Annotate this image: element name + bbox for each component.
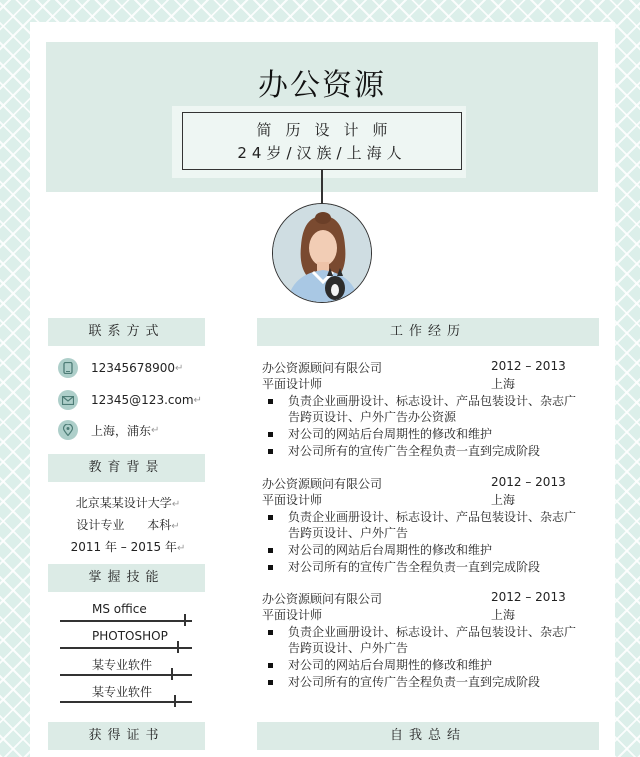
phone-icon xyxy=(58,358,78,378)
education-period: 2011 年 – 2015 年↵ xyxy=(70,540,186,554)
mail-icon xyxy=(58,390,78,410)
job-company: 办公资源顾问有限公司 xyxy=(262,361,383,375)
job-city: 上海 xyxy=(491,608,516,622)
contact-phone-row: 12345678900 ↵ xyxy=(58,357,183,379)
job-entry xyxy=(262,359,602,460)
contact-location-row: 上海，浦东 ↵ xyxy=(58,419,159,441)
job-duty: 对公司所有的宣传广告全程负责一直到完成阶段 xyxy=(262,559,582,575)
skill-bar xyxy=(60,620,192,622)
job-duties xyxy=(262,624,602,690)
job-position: 平面设计师 xyxy=(262,608,323,622)
summary-section-title: 自我总结 xyxy=(257,722,599,750)
education-section-title: 教育背景 xyxy=(48,454,205,482)
job-position: 平面设计师 xyxy=(262,377,323,391)
photo-connector-line xyxy=(321,170,323,204)
job-duty: 对公司的网站后台周期性的修改和维护 xyxy=(262,426,582,442)
job-title: 简历设计师 xyxy=(256,121,402,139)
job-duty: 对公司的网站后台周期性的修改和维护 xyxy=(262,542,582,558)
skill-level-marker xyxy=(171,668,173,680)
skill-item xyxy=(60,629,192,657)
skill-name: MS office xyxy=(92,602,147,616)
job-duties xyxy=(262,509,602,575)
skill-item xyxy=(60,602,192,630)
skill-level-marker xyxy=(177,641,179,653)
skill-level-marker xyxy=(184,614,186,626)
contact-location: 上海，浦东 xyxy=(91,423,152,438)
job-period: 2012 – 2013 xyxy=(491,475,566,489)
job-period: 2012 – 2013 xyxy=(491,359,566,373)
skill-name: 某专业软件 xyxy=(92,658,153,672)
certificates-section-title: 获得证书 xyxy=(48,722,205,750)
contact-email: 12345@123.com xyxy=(91,393,194,407)
skill-name: 某专业软件 xyxy=(92,685,153,699)
job-duty: 负责企业画册设计、标志设计、产品包装设计、杂志广告跨页设计、户外广告 xyxy=(262,509,582,541)
subtitle-box xyxy=(182,112,462,170)
personal-info: 24岁/汉族/上海人 xyxy=(237,144,407,162)
candidate-name: 办公资源 xyxy=(258,68,386,103)
skill-bar xyxy=(60,701,192,703)
job-duty: 对公司的网站后台周期性的修改和维护 xyxy=(262,657,582,673)
profile-photo xyxy=(272,203,372,303)
skills-section-title: 掌握技能 xyxy=(48,564,205,592)
job-entry xyxy=(262,475,602,576)
contact-phone: 12345678900 xyxy=(91,361,175,375)
job-city: 上海 xyxy=(491,493,516,507)
job-city: 上海 xyxy=(491,377,516,391)
job-company: 办公资源顾问有限公司 xyxy=(262,592,383,606)
work-section-title: 工作经历 xyxy=(257,318,599,346)
job-period: 2012 – 2013 xyxy=(491,590,566,604)
job-duties xyxy=(262,393,602,459)
education-school: 北京某某设计大学↵ xyxy=(75,496,181,510)
skill-name: PHOTOSHOP xyxy=(92,629,168,643)
job-duty: 对公司所有的宣传广告全程负责一直到完成阶段 xyxy=(262,674,582,690)
skill-item xyxy=(60,656,192,684)
contact-email-row: 12345@123.com ↵ xyxy=(58,389,202,411)
contact-section-title: 联系方式 xyxy=(48,318,205,346)
portrait-illustration xyxy=(273,204,372,303)
job-company: 办公资源顾问有限公司 xyxy=(262,477,383,491)
job-entry xyxy=(262,590,602,691)
skill-level-marker xyxy=(174,695,176,707)
education-major-degree: 设计专业 本科↵ xyxy=(76,518,180,532)
job-duty: 负责企业画册设计、标志设计、产品包装设计、杂志广告跨页设计、户外广告 xyxy=(262,624,582,656)
job-duty: 对公司所有的宣传广告全程负责一直到完成阶段 xyxy=(262,443,582,459)
job-duty: 负责企业画册设计、标志设计、产品包装设计、杂志广告跨页设计、户外广告办公资源 xyxy=(262,393,582,425)
skill-item xyxy=(60,683,192,711)
skill-bar xyxy=(60,647,192,649)
location-pin-icon xyxy=(58,420,78,440)
job-position: 平面设计师 xyxy=(262,493,323,507)
